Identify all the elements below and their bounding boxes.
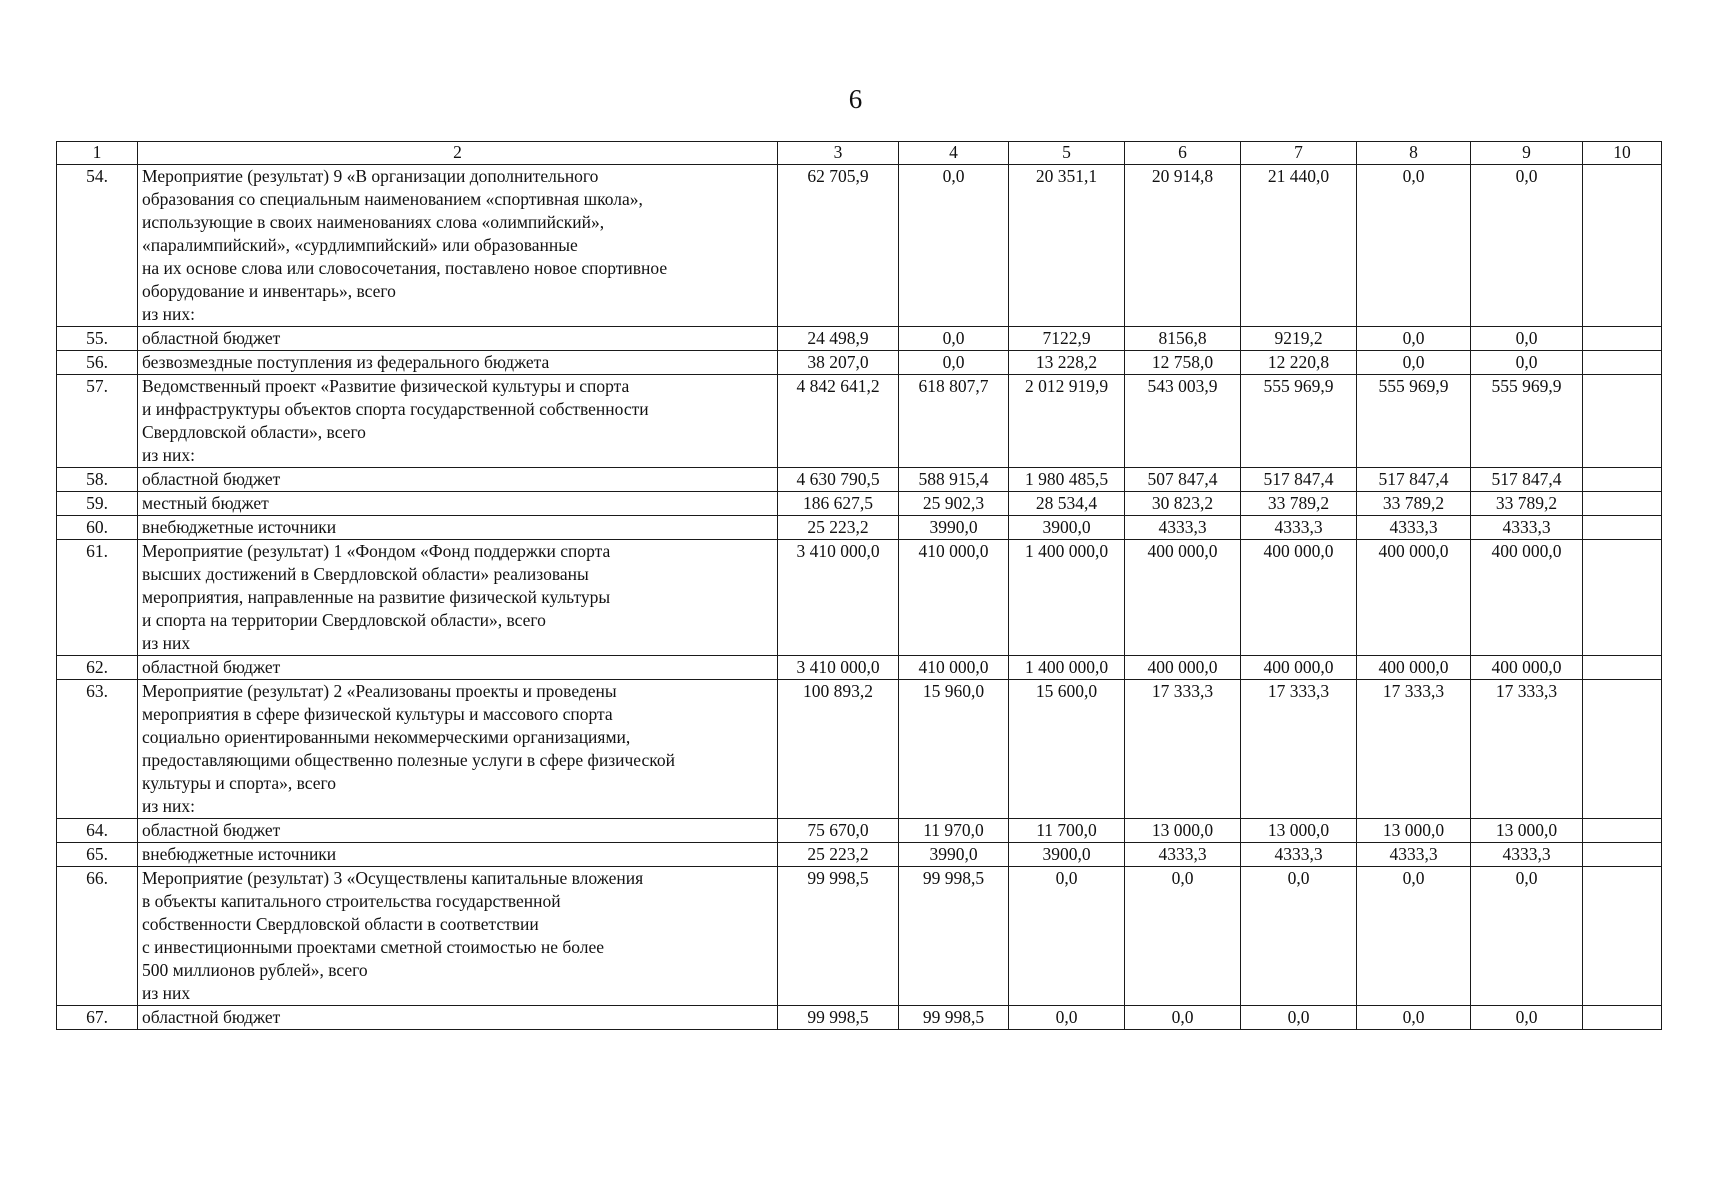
value-cell-col-6: 4333,3 (1125, 843, 1241, 867)
value-cell-col-10 (1583, 327, 1662, 351)
value-cell-col-4: 25 902,3 (899, 492, 1009, 516)
value-cell-col-5: 1 400 000,0 (1009, 540, 1125, 656)
row-number-cell: 60. (57, 516, 138, 540)
value-cell-col-7: 555 969,9 (1241, 375, 1357, 468)
table-row (57, 867, 1662, 1006)
item-name-cell: Мероприятие (результат) 3 «Осуществлены капитальные вложения в объекты капитального строительства государственной собственности Свердловской области в соответствии с инвестиционными проектами сметной стоимостью не более 500 миллионов рублей», всего из них (138, 867, 778, 1006)
value-cell-col-6: 400 000,0 (1125, 656, 1241, 680)
value-cell-col-10 (1583, 351, 1662, 375)
column-header: 10 (1583, 142, 1662, 165)
value-cell-col-9: 400 000,0 (1471, 540, 1583, 656)
value-cell-col-9: 33 789,2 (1471, 492, 1583, 516)
value-cell-col-3: 99 998,5 (778, 1006, 899, 1030)
value-cell-col-5: 7122,9 (1009, 327, 1125, 351)
value-cell-col-3: 99 998,5 (778, 867, 899, 1006)
value-cell-col-5: 1 980 485,5 (1009, 468, 1125, 492)
value-cell-col-8: 555 969,9 (1357, 375, 1471, 468)
value-cell-col-10 (1583, 375, 1662, 468)
value-cell-col-5: 3900,0 (1009, 843, 1125, 867)
value-cell-col-10 (1583, 819, 1662, 843)
column-header: 2 (138, 142, 778, 165)
column-header: 6 (1125, 142, 1241, 165)
value-cell-col-8: 4333,3 (1357, 843, 1471, 867)
value-cell-col-5: 11 700,0 (1009, 819, 1125, 843)
value-cell-col-10 (1583, 867, 1662, 1006)
value-cell-col-6: 13 000,0 (1125, 819, 1241, 843)
table-row (57, 656, 1662, 680)
value-cell-col-8: 0,0 (1357, 165, 1471, 327)
value-cell-col-10 (1583, 1006, 1662, 1030)
value-cell-col-7: 9219,2 (1241, 327, 1357, 351)
value-cell-col-6: 17 333,3 (1125, 680, 1241, 819)
value-cell-col-9: 0,0 (1471, 165, 1583, 327)
value-cell-col-9: 400 000,0 (1471, 656, 1583, 680)
row-number-cell: 64. (57, 819, 138, 843)
column-header: 9 (1471, 142, 1583, 165)
value-cell-col-4: 3990,0 (899, 516, 1009, 540)
value-cell-col-5: 1 400 000,0 (1009, 656, 1125, 680)
value-cell-col-7: 17 333,3 (1241, 680, 1357, 819)
value-cell-col-3: 25 223,2 (778, 516, 899, 540)
value-cell-col-8: 517 847,4 (1357, 468, 1471, 492)
item-name-cell: внебюджетные источники (138, 843, 778, 867)
value-cell-col-3: 25 223,2 (778, 843, 899, 867)
value-cell-col-8: 13 000,0 (1357, 819, 1471, 843)
value-cell-col-8: 17 333,3 (1357, 680, 1471, 819)
value-cell-col-4: 410 000,0 (899, 540, 1009, 656)
value-cell-col-9: 17 333,3 (1471, 680, 1583, 819)
value-cell-col-10 (1583, 680, 1662, 819)
item-name-cell: областной бюджет (138, 327, 778, 351)
value-cell-col-10 (1583, 492, 1662, 516)
value-cell-col-5: 13 228,2 (1009, 351, 1125, 375)
row-number-cell: 63. (57, 680, 138, 819)
value-cell-col-7: 21 440,0 (1241, 165, 1357, 327)
value-cell-col-9: 517 847,4 (1471, 468, 1583, 492)
value-cell-col-7: 13 000,0 (1241, 819, 1357, 843)
table-header-row (57, 142, 1662, 165)
table-row (57, 819, 1662, 843)
value-cell-col-4: 588 915,4 (899, 468, 1009, 492)
value-cell-col-3: 4 630 790,5 (778, 468, 899, 492)
value-cell-col-10 (1583, 468, 1662, 492)
row-number-cell: 56. (57, 351, 138, 375)
row-number-cell: 55. (57, 327, 138, 351)
value-cell-col-10 (1583, 540, 1662, 656)
value-cell-col-6: 4333,3 (1125, 516, 1241, 540)
value-cell-col-7: 400 000,0 (1241, 656, 1357, 680)
value-cell-col-6: 20 914,8 (1125, 165, 1241, 327)
table-row (57, 516, 1662, 540)
value-cell-col-3: 24 498,9 (778, 327, 899, 351)
value-cell-col-5: 15 600,0 (1009, 680, 1125, 819)
table-row (57, 375, 1662, 468)
value-cell-col-3: 100 893,2 (778, 680, 899, 819)
value-cell-col-7: 0,0 (1241, 867, 1357, 1006)
row-number-cell: 62. (57, 656, 138, 680)
column-header: 3 (778, 142, 899, 165)
item-name-cell: Ведомственный проект «Развитие физической культуры и спорта и инфраструктуры объектов спорта государственной собственности Свердловской области», всего из них: (138, 375, 778, 468)
item-name-cell: областной бюджет (138, 656, 778, 680)
table-row (57, 1006, 1662, 1030)
item-name-cell: внебюджетные источники (138, 516, 778, 540)
item-name-cell: областной бюджет (138, 1006, 778, 1030)
row-number-cell: 66. (57, 867, 138, 1006)
value-cell-col-8: 400 000,0 (1357, 540, 1471, 656)
value-cell-col-6: 8156,8 (1125, 327, 1241, 351)
value-cell-col-10 (1583, 165, 1662, 327)
value-cell-col-3: 3 410 000,0 (778, 656, 899, 680)
value-cell-col-3: 4 842 641,2 (778, 375, 899, 468)
value-cell-col-7: 517 847,4 (1241, 468, 1357, 492)
value-cell-col-9: 4333,3 (1471, 516, 1583, 540)
budget-table (56, 141, 1662, 1030)
value-cell-col-9: 555 969,9 (1471, 375, 1583, 468)
table-row (57, 843, 1662, 867)
table-row (57, 165, 1662, 327)
column-header: 8 (1357, 142, 1471, 165)
value-cell-col-10 (1583, 843, 1662, 867)
item-name-cell: местный бюджет (138, 492, 778, 516)
value-cell-col-5: 20 351,1 (1009, 165, 1125, 327)
value-cell-col-3: 75 670,0 (778, 819, 899, 843)
table-row (57, 351, 1662, 375)
item-name-cell: Мероприятие (результат) 9 «В организации дополнительного образования со специальным наименованием «спортивная школа», использующие в своих наименованиях слова «олимпийский», «паралимпийский», «сурдлимпийский» или образованные на их основе слова или словосочетания, поставлено новое спортивное оборудование и инвентарь», всего из них: (138, 165, 778, 327)
row-number-cell: 61. (57, 540, 138, 656)
column-header: 7 (1241, 142, 1357, 165)
value-cell-col-5: 2 012 919,9 (1009, 375, 1125, 468)
value-cell-col-4: 99 998,5 (899, 1006, 1009, 1030)
table-row (57, 492, 1662, 516)
value-cell-col-9: 0,0 (1471, 1006, 1583, 1030)
value-cell-col-8: 0,0 (1357, 867, 1471, 1006)
value-cell-col-7: 4333,3 (1241, 843, 1357, 867)
row-number-cell: 67. (57, 1006, 138, 1030)
value-cell-col-4: 15 960,0 (899, 680, 1009, 819)
value-cell-col-9: 0,0 (1471, 867, 1583, 1006)
value-cell-col-9: 0,0 (1471, 327, 1583, 351)
value-cell-col-6: 0,0 (1125, 1006, 1241, 1030)
item-name-cell: безвозмездные поступления из федерального бюджета (138, 351, 778, 375)
value-cell-col-4: 410 000,0 (899, 656, 1009, 680)
value-cell-col-10 (1583, 656, 1662, 680)
value-cell-col-3: 186 627,5 (778, 492, 899, 516)
item-name-cell: областной бюджет (138, 468, 778, 492)
value-cell-col-3: 3 410 000,0 (778, 540, 899, 656)
value-cell-col-7: 400 000,0 (1241, 540, 1357, 656)
value-cell-col-5: 28 534,4 (1009, 492, 1125, 516)
value-cell-col-8: 33 789,2 (1357, 492, 1471, 516)
page-number: 6 (848, 84, 863, 114)
value-cell-col-6: 30 823,2 (1125, 492, 1241, 516)
column-header: 4 (899, 142, 1009, 165)
value-cell-col-9: 0,0 (1471, 351, 1583, 375)
item-name-cell: Мероприятие (результат) 1 «Фондом «Фонд поддержки спорта высших достижений в Свердловской области» реализованы мероприятия, направленные на развитие физической культуры и спорта на территории Свердловской области», всего из них (138, 540, 778, 656)
value-cell-col-6: 12 758,0 (1125, 351, 1241, 375)
row-number-cell: 59. (57, 492, 138, 516)
value-cell-col-8: 0,0 (1357, 327, 1471, 351)
value-cell-col-4: 0,0 (899, 165, 1009, 327)
value-cell-col-8: 4333,3 (1357, 516, 1471, 540)
value-cell-col-8: 400 000,0 (1357, 656, 1471, 680)
value-cell-col-8: 0,0 (1357, 351, 1471, 375)
table-row (57, 680, 1662, 819)
value-cell-col-4: 99 998,5 (899, 867, 1009, 1006)
value-cell-col-10 (1583, 516, 1662, 540)
value-cell-col-7: 33 789,2 (1241, 492, 1357, 516)
value-cell-col-6: 0,0 (1125, 867, 1241, 1006)
value-cell-col-4: 0,0 (899, 327, 1009, 351)
row-number-cell: 57. (57, 375, 138, 468)
value-cell-col-6: 507 847,4 (1125, 468, 1241, 492)
value-cell-col-7: 4333,3 (1241, 516, 1357, 540)
column-header: 1 (57, 142, 138, 165)
value-cell-col-9: 4333,3 (1471, 843, 1583, 867)
item-name-cell: областной бюджет (138, 819, 778, 843)
value-cell-col-5: 0,0 (1009, 1006, 1125, 1030)
value-cell-col-9: 13 000,0 (1471, 819, 1583, 843)
row-number-cell: 54. (57, 165, 138, 327)
table-row (57, 327, 1662, 351)
row-number-cell: 58. (57, 468, 138, 492)
value-cell-col-7: 12 220,8 (1241, 351, 1357, 375)
table-row (57, 468, 1662, 492)
row-number-cell: 65. (57, 843, 138, 867)
column-header: 5 (1009, 142, 1125, 165)
value-cell-col-4: 618 807,7 (899, 375, 1009, 468)
value-cell-col-5: 0,0 (1009, 867, 1125, 1006)
value-cell-col-4: 0,0 (899, 351, 1009, 375)
value-cell-col-6: 400 000,0 (1125, 540, 1241, 656)
value-cell-col-7: 0,0 (1241, 1006, 1357, 1030)
table-row (57, 540, 1662, 656)
value-cell-col-8: 0,0 (1357, 1006, 1471, 1030)
value-cell-col-3: 38 207,0 (778, 351, 899, 375)
value-cell-col-4: 11 970,0 (899, 819, 1009, 843)
value-cell-col-3: 62 705,9 (778, 165, 899, 327)
value-cell-col-4: 3990,0 (899, 843, 1009, 867)
item-name-cell: Мероприятие (результат) 2 «Реализованы проекты и проведены мероприятия в сфере физической культуры и массового спорта социально ориентированными некоммерческими организациями, предоставляющими общественно полезные услуги в сфере физической культуры и спорта», всего из них: (138, 680, 778, 819)
value-cell-col-5: 3900,0 (1009, 516, 1125, 540)
table-body (57, 165, 1662, 1030)
value-cell-col-6: 543 003,9 (1125, 375, 1241, 468)
